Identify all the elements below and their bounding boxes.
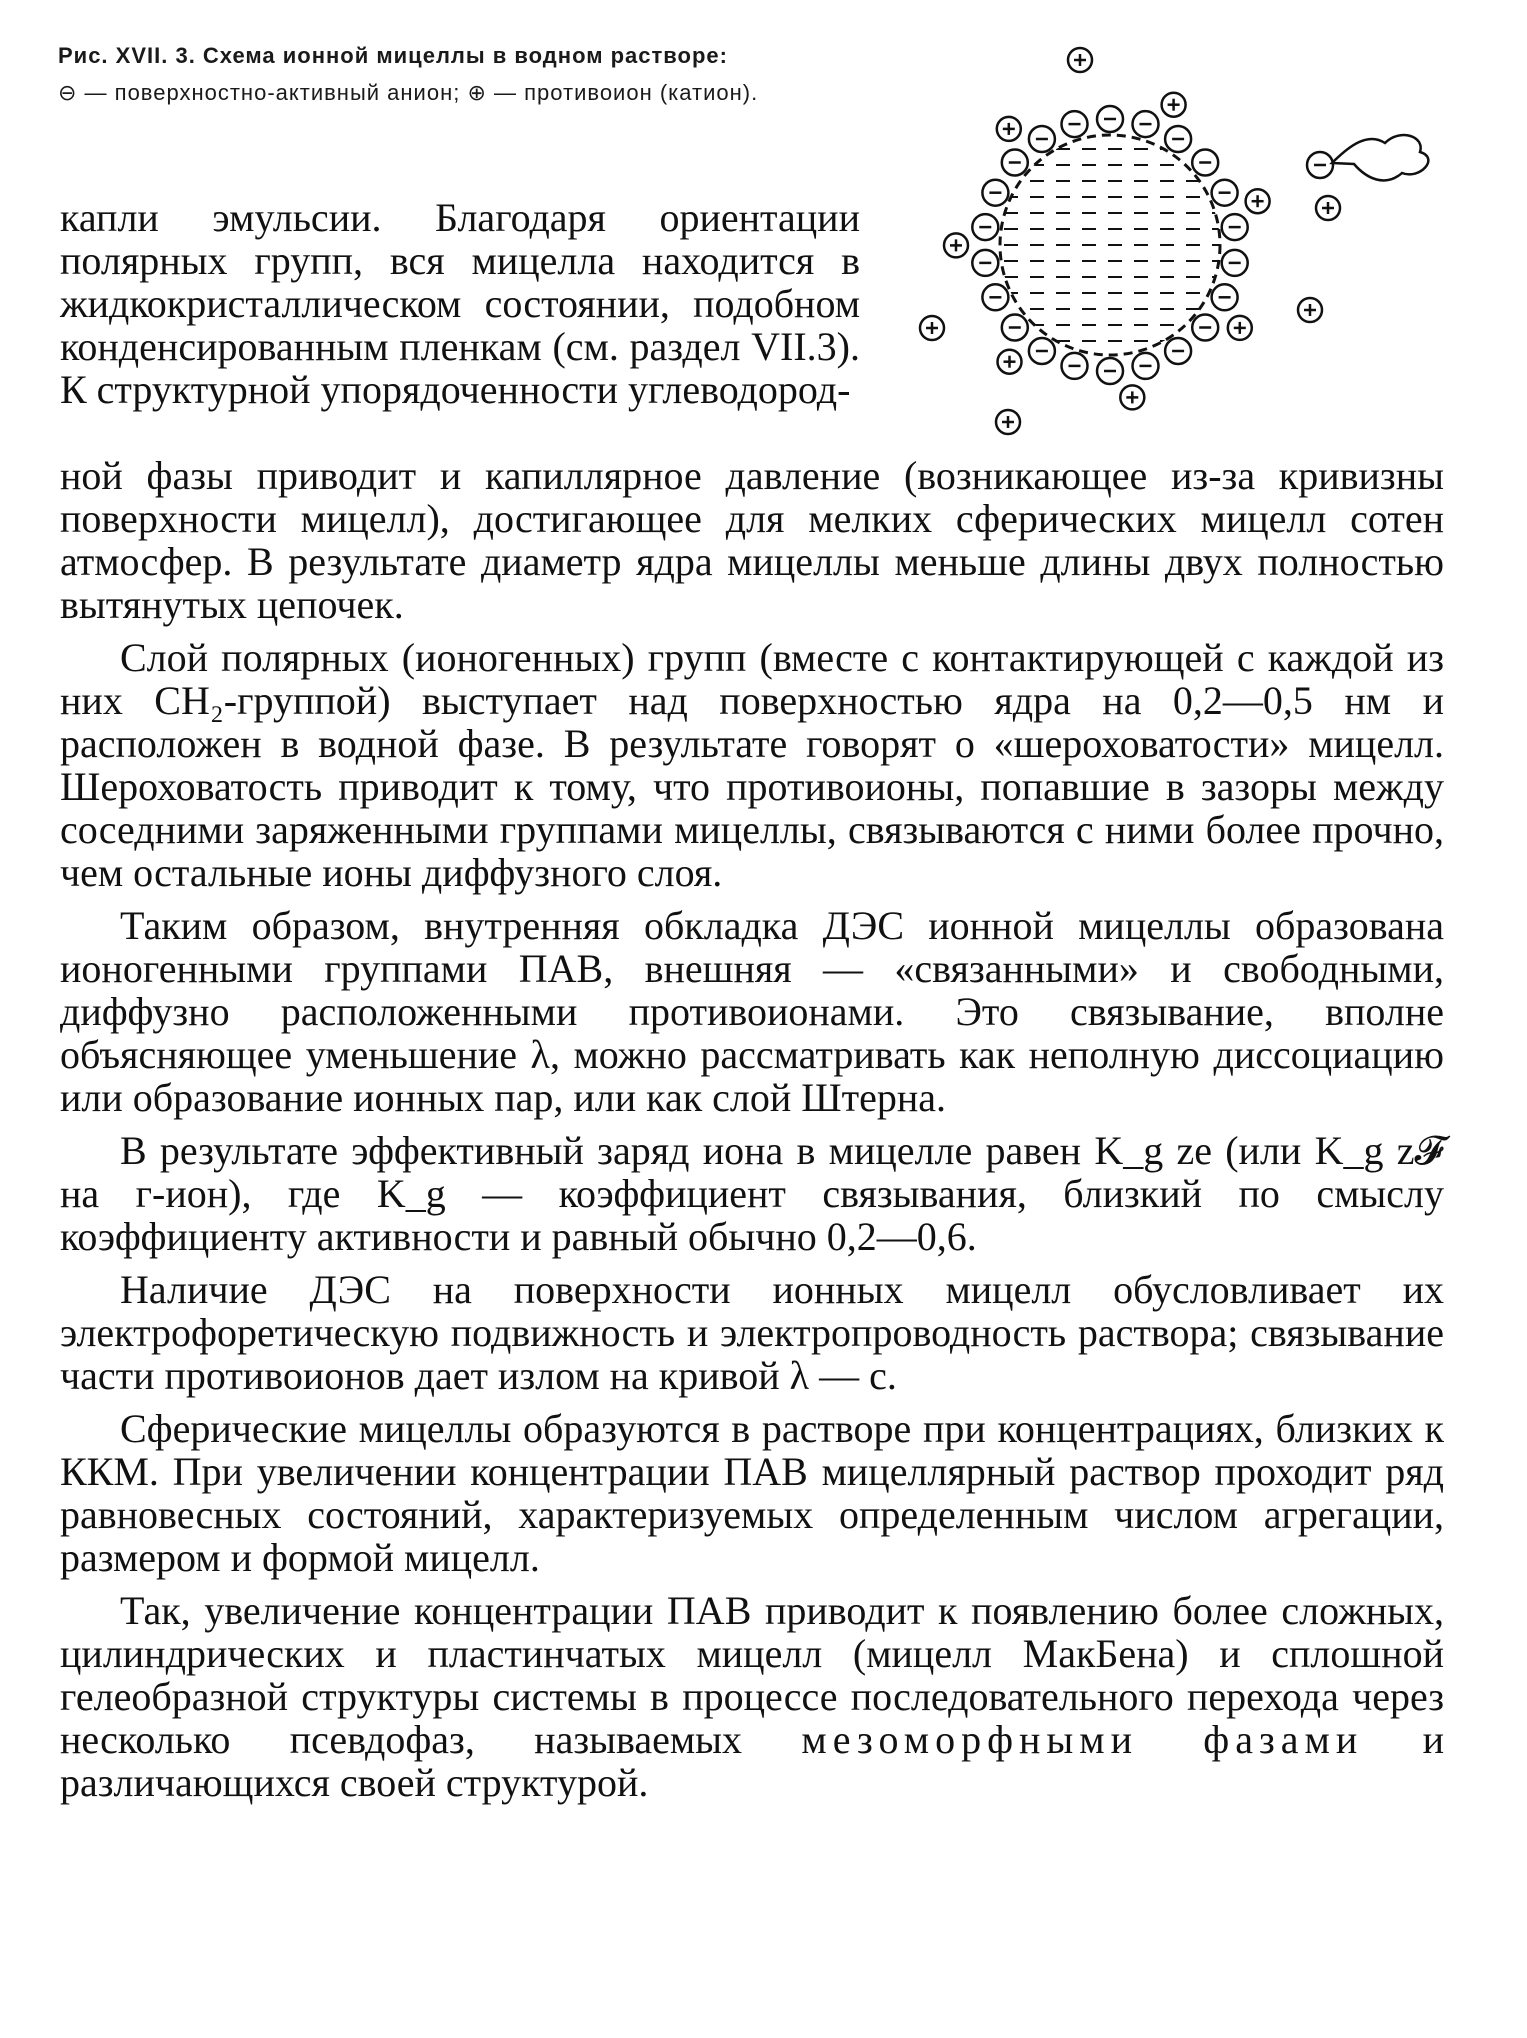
anion-head xyxy=(1133,353,1159,379)
anion-head xyxy=(1192,315,1218,341)
paragraph-1: ной фазы приводит и капиллярное давление (возникающее из-за кривизны поверхности мицелл), достигающее для мелких сферических мицелл сотен атмосфер. В результате диаметр ядра мицеллы меньше длины двух полностью вытянутых цепочек. xyxy=(60,453,1444,627)
bound-cation xyxy=(1162,93,1186,117)
anion-head xyxy=(1062,111,1088,137)
free-cation xyxy=(996,410,1020,434)
paragraph-6: Сферические мицеллы образуются в растворе при концентрациях, близких к ККМ. При увеличении концентрации ПАВ мицеллярный раствор проходит ряд равновесных состояний, характеризуемых определенным числом агрегации, размером и формой мицелл. xyxy=(60,1406,1444,1580)
paragraph-top: капли эмульсии. Благодаря ориентации полярных групп, вся мицелла находится в жидкокристаллическом состоянии, подобном конденсированным пленкам (см. раздел VII.3). К структурной упорядоченности углеводород- xyxy=(60,195,860,412)
paragraph-3: Таким образом, внутренняя обкладка ДЭС ионной мицеллы образована ионогенными группами ПАВ, внешняя — «связанными» и свободными, диффузно расположенными противоионами. Это связывание, вполне объясняющее уменьшение λ, можно рассматривать как неполную диссоциацию или образование ионных пар, или как слой Штерна. xyxy=(60,903,1444,1120)
bound-cation xyxy=(998,350,1022,374)
anion-head xyxy=(1097,358,1123,384)
free-cation xyxy=(1316,196,1340,220)
paragraph-7-end: и различающихся своей структурой. xyxy=(60,1717,1444,1805)
paragraph-2: Слой полярных (ионогенных) групп (вместе с контактирующей с каждой из них CH₂-группой) выступает над поверхностью ядра на 0,2—0,5 нм и расположен в водной фазе. В результате говорят о «шероховатости» мицелл. Шероховатость приводит к тому, что противоионы, попавшие в зазоры между соседними заряженными группами мицеллы, связываются с ними более прочно, чем остальные ионы диффузного слоя. xyxy=(60,635,1444,895)
anion-head xyxy=(982,284,1008,310)
free-anion-tail xyxy=(1332,135,1428,180)
bound-cation xyxy=(1228,316,1252,340)
anion-head xyxy=(1029,338,1055,364)
anion-head xyxy=(1029,126,1055,152)
caption-legend: ⊖ — поверхностно-активный анион; ⊕ — противоион (катион). xyxy=(58,80,759,105)
anion-head xyxy=(1165,126,1191,152)
paragraph-4: В результате эффективный заряд иона в мицелле равен K_g ze (или K_g z𝓕 на г-ион), где K_g — коэффициент связывания, близкий по смыслу коэффициенту активности и равный обычно 0,2—0,6. xyxy=(60,1128,1444,1259)
anion-head xyxy=(1222,214,1248,240)
bound-cation xyxy=(997,117,1021,141)
anion-head xyxy=(1165,338,1191,364)
upper-paragraph xyxy=(60,196,860,411)
bound-cation xyxy=(1120,385,1144,409)
paragraph-5: Наличие ДЭС на поверхности ионных мицелл обусловливает их электрофоретическую подвижность и электропроводность раствора; связывание части противоионов дает излом на кривой λ — c. xyxy=(60,1267,1444,1398)
anion-head xyxy=(972,214,998,240)
anion-head xyxy=(1212,284,1238,310)
hydrocarbon-core-hatching xyxy=(1004,149,1226,341)
anion-head xyxy=(1212,180,1238,206)
mesomorphic-phases-term: мезоморфными фазами xyxy=(801,1717,1364,1762)
micelle-figure xyxy=(880,40,1440,450)
figure-caption xyxy=(58,42,858,106)
bound-cation xyxy=(1246,189,1270,213)
free-anion-head xyxy=(1307,152,1333,178)
main-text xyxy=(60,454,1444,1804)
paragraph-7 xyxy=(60,1589,1444,1804)
free-cation xyxy=(1068,48,1092,72)
anion-head xyxy=(1062,353,1088,379)
anion-head xyxy=(972,250,998,276)
micelle-diagram xyxy=(880,40,1440,450)
bound-cation xyxy=(944,233,968,257)
anion-head xyxy=(1192,150,1218,176)
free-cation xyxy=(1298,298,1322,322)
free-cation xyxy=(920,316,944,340)
anion-head xyxy=(982,180,1008,206)
anion-head xyxy=(1002,315,1028,341)
paragraph-7-start: Так, увеличение концентрации ПАВ приводит к появлению более сложных, цилиндрических и пластинчатых мицелл (мицелл МакБена) и сплошной гелеобразной структуры системы в процессе последовательного перехода через несколько псевдофаз, называемых xyxy=(60,1588,1444,1762)
anion-head xyxy=(1133,111,1159,137)
anion-head xyxy=(1002,150,1028,176)
anion-head xyxy=(1097,106,1123,132)
anion-head xyxy=(1222,250,1248,276)
caption-title: Рис. XVII. 3. Схема ионной мицеллы в водном растворе: xyxy=(58,43,728,68)
